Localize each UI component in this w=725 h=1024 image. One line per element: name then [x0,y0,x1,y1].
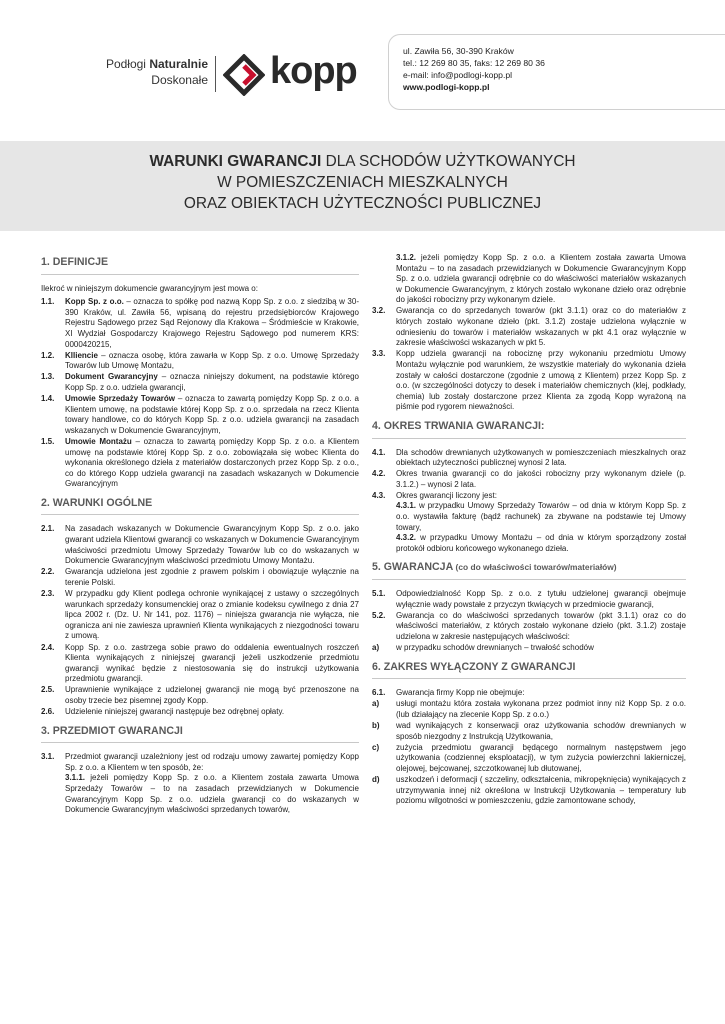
clause-item [372,349,686,413]
contact-box [388,34,725,110]
sub-clause-text: jeżeli pomiędzy Kopp Sp. z o.o. a Klientem została zawarta Umowa Sprzedaży Towarów – to na zasadach przewidzianych w Dokumencie Gwarancyjnym Kopp Sp. z o.o. udziela gwarancji co do wskazanych w Dokumencie Gwarancyjnym właściwości sprzedanych towarów, [65,773,359,815]
title-line2: W POMIESZCZENIACH MIESZKALNYCH [217,174,508,191]
clause-text: uszkodzeń i deformacji ( szczeliny, odkształcenia, mikropęknięcia) wynikających z utrzymywania innej niż określona w Instrukcji Użytkowania – temperatury lub poziomu wilgotności w pomieszczeniu, gdzie zamontowane schody, [396,774,686,806]
term-name: Dokument Gwarancyjny [65,372,158,382]
clause-text: usługi montażu która została wykonana przez podmiot inny niż Kopp Sp. z o.o. (lub działający na zlecenie Kopp Sp. z o.o.) [396,699,686,719]
clause-number: 3.3. [372,349,386,359]
clause-number: c) [372,742,380,752]
heading-main: 5. GWARANCJA [372,561,454,574]
sub-clause-text: w przypadku Umowy Montażu – od dnia w którym sporządzony został protokół odbioru końcowego wykonanego dzieła. [396,533,686,553]
term-name: Umowie Sprzedaży Towarów [65,394,175,404]
left-column [41,253,359,816]
sub-clause [396,533,686,554]
clause-text: wad wynikających z konserwacji oraz użytkowania schodów drewnianych w sposób niezgodny z Instrukcją Użytkowania, [396,720,686,741]
clause-number: 4.2. [372,469,386,479]
heading-sub: (co do właściwości towarów/materiałów) [453,562,617,573]
clause-text: Przedmiot gwarancji uzależniony jest od rodzaju umowy zawartej pomiędzy Kopp Sp. z o.o. a Klientem w ten sposób, że: [65,752,359,772]
clause-item [41,297,359,350]
clause-item [372,589,686,610]
clause-item [372,721,686,742]
title-line3: ORAZ OBIEKTACH UŻYTECZNOŚCI PUBLICZNEJ [183,195,542,212]
section-heading-definitions: 1. DEFINICJE [41,257,359,275]
clause-item [41,437,359,490]
tagline-line2: Doskonałe [151,73,208,87]
clause-item [372,306,686,348]
clause-text: zużycia przedmiotu gwarancji będącego normalnym następstwem jego użytkowania (codziennej eksploatacji), w tym zużycia powierzchni lakierniczej, olejowej, bejcowanej, szczotkowanej lub dłutowanej, [396,742,686,773]
right-column [372,253,686,807]
clause-item [41,372,359,393]
clause-number: a) [372,643,380,652]
clause-number: 1.1. [41,297,55,307]
exclusions-list [372,688,686,807]
definitions-list [41,297,359,490]
contact-phone: tel.: 12 269 80 35, faks: 12 269 80 36 [403,58,545,68]
tagline-part: Podłogi [105,57,150,71]
title-bold: WARUNKI GWARANCJI [149,153,322,170]
clause-number: 2.1. [41,524,55,534]
clause-number: 4.1. [372,447,386,457]
clause-number: 1.3. [41,372,55,382]
clause-item [41,524,359,566]
term-name: Kopp Sp. z o.o. [65,297,124,307]
clause-number: 2.4. [41,642,55,652]
warranty-list [372,589,686,654]
clause-number: 2.2. [41,567,55,577]
contact-address: ul. Zawiła 56, 30-390 Kraków [403,46,514,56]
clause-text: – oznacza to zawartą pomiędzy Kopp Sp. z o.o. a Klientem umowę, na podstawie której Kopp Sp. z o.o. sprzedała na rzecz Klienta towary handlowe, co do których Kopp Sp. z o.o. udziela gwarancji na zasadach wskazanych w Dokumencie Gwarancyjnym, [65,394,359,435]
sub-clause-number: 4.3.1. [396,501,417,511]
clause-item [41,394,359,436]
clause-number: 1.2. [41,350,55,360]
contact-email[interactable]: e-mail: info@podlogi-kopp.pl [403,70,513,80]
clause-text: – oznacza niniejszy dokument, na podstawie którego Kopp Sp. z o.o. udziela gwarancji, [65,372,359,392]
document-title [0,141,725,231]
clause-text: Gwarancja firmy Kopp nie obejmuje: [396,688,525,698]
section-heading-subject: 3. PRZEDMIOT GWARANCJI [41,726,359,744]
general-terms-list [41,524,359,717]
clause-text: – oznacza to spółkę pod nazwą Kopp Sp. z o.o. z siedzibą w 30-390 Kraków, ul. Zawiła 56, wpisaną do rejestru przedsiębiorców Krajowego Rejestru Sądowego przez Sąd Rejonowy dla Krakowa – Śródmieście w Krakowie, XI Wydział Gospodarczy Krajowego Rejestru Sądowego pod numerem KRS: 0000420215, [65,297,359,349]
clause-text: Kopp Sp. z o.o. zastrzega sobie prawo do oddalenia ewentualnych roszczeń Klienta wynikających z niniejszej gwarancji jeżeli uszkodzenie przedmiotu gwarancji wynikać będzie z niestosowania się do instrukcji użytkowania przedmiotu gwarancji. [65,642,359,684]
clause-text: Gwarancja udzielona jest zgodnie z prawem polskim i obowiązuje wyłącznie na terenie Polski. [65,567,359,587]
sub-clause-number: 3.1.1. [65,773,86,783]
clause-item [41,643,359,685]
clause-text: W przypadku gdy Klient podlega ochronie wynikającej z ustawy o szczególnych warunkach sprzedaży konsumenckiej oraz o zmianie kodeksu cywilnego z dnia 27 lipca 2002 r. (Dz. U. Nr 141, poz. 1176) – niniejsza gwarancja nie wyłącza, nie ogranicza ani nie zawiesza uprawnień Klienta wynikających z niezgodności towaru z umową. [65,589,359,641]
clause-text: Gwarancja co do właściwości sprzedanych towarów (pkt 3.1.1) oraz co do właściwości materiałów, z których zostało wykonane dzieło (pkt. 3.1.2) zostaje udzielona w zakresie następujących właściwości: [396,610,686,641]
sub-clause [396,501,686,533]
term-name: Umowie Montażu [65,436,132,446]
clause-number: a) [372,699,380,709]
clause-number: 1.4. [41,394,55,404]
clause-item [372,611,686,643]
term-name: Klliencie [65,350,98,360]
clause-item [372,448,686,469]
clause-text: – oznacza osobę, która zawarła w Kopp Sp. z o.o. Umowę Sprzedaży Towarów lub Umowę Montażu, [65,350,359,371]
sub-clause-text: jeżeli pomiędzy Kopp Sp. z o.o. a Klientem została zawarta Umowa Montażu – to na zasadach przewidzianych w Dokumencie Gwarancyjnym Kopp Sp. z o.o. udziela gwarancji odrębnie co do właściwości materiałów wskazanych w Dokumencie Gwarancyjnym, z których zostało wykonane dzieło oraz odrębnie do jakości robocizny przy wykonanym dziele. [396,253,686,305]
section-heading-general-terms: 2. WARUNKI OGÓLNE [41,498,359,516]
clause-text: Gwarancja co do sprzedanych towarów (pkt 3.1.1) oraz co do materiałów z których zostało wykonane dzieło (pkt. 3.1.2) zostaje udzielona wyłącznie w odniesieniu do towarów i materiałów wskazanych w pkt 4.1 oraz wyłącznie w zakresie właściwości wskazanych w pkt 5. [396,306,686,348]
clause-text: Udzielenie niniejszej gwarancji następuje bez odrębnej opłaty. [65,707,285,717]
duration-list [372,448,686,491]
clause-text: Uprawnienie wynikające z udzielonej gwarancji nie mogą być przenoszone na osoby trzecie bez pisemnej zgody Kopp. [65,685,359,705]
clause-item [41,707,359,718]
sub-clause-text: w przypadku Umowy Sprzedaży Towarów – od dnia w którym Kopp Sp. z o.o. wystawiła fakturę (bądź rachunek) za zbywane na podstawie tej Umowy towary, [396,501,686,532]
clause-number: 5.2. [372,610,386,620]
clause-item [41,589,359,642]
clause-text: Kopp udziela gwarancji na robociznę przy wykonaniu przedmiotu Umowy Montażu wyłącznie pod warunkiem, że wszystkie materiały do wykonania dzieła zostały w całości dostarczone (zgodnie z umową z Klientem) przez Kopp Sp. z o.o. (w szczególności dotyczy to desek i materiałów chemicznych (klej, podkłady, chemia) lub zostały dostarczone przez Klienta za zgodą Kopp wyrażoną na piśmie pod rygorem nieważności. [396,349,686,412]
brand-name: kopp [270,50,357,92]
brand-logo-block [90,52,360,98]
clause-number: 3.2. [372,306,386,316]
clause-number: b) [372,720,380,730]
tagline-bold: Naturalnie [149,57,208,71]
clause-number: 5.1. [372,589,386,599]
clause-item [41,567,359,588]
sub-clause-number: 4.3.2. [396,533,417,543]
clause-text: – oznacza to zawartą pomiędzy Kopp Sp. z o.o. a Klientem umowę na podstawie której Kopp Sp. z o.o. zobowiązała się wobec Klienta do wykonania określonego dzieła z materiałów dostarczonych przez Kopp Sp. z o.o., co do którego Kopp udziela gwarancji na zasadach wskazanych w Dokumencie Gwarancyjnym [65,436,359,489]
clause-item [41,752,359,816]
contact-website[interactable]: www.podlogi-kopp.pl [403,82,490,92]
sub-clause [396,253,686,306]
clause-item [372,775,686,807]
definitions-intro: Ilekroć w niniejszym dokumencie gwarancyjnym jest mowa o: [41,283,258,293]
clause-text: w przypadku schodów drewnianych – trwałość schodów [396,643,594,652]
clause-item [41,351,359,372]
sub-clause-continued [372,253,686,306]
clause-number: 1.5. [41,436,55,446]
brand-divider [215,56,216,92]
clause-text: Odpowiedzialność Kopp Sp. z o.o. z tytułu udzielonej gwarancji obejmuje wyłącznie wady powstałe z przyczyn tkwiących w przedmiocie gwarancji, [396,589,686,609]
clause-item [41,685,359,706]
clause-number: d) [372,774,380,784]
sub-clause [65,773,359,815]
clause-text: Okres trwania gwarancji co do jakości robocizny przy wykonanym dziele (p. 3.1.2.) – wynosi 2 lata. [396,469,686,489]
clause-text: Okres gwarancji liczony jest: [396,490,497,500]
clause-number: 2.6. [41,707,55,717]
clause-item [372,699,686,720]
subject-list [372,306,686,412]
clause-number: 6.1. [372,688,386,698]
clause-number: 2.5. [41,685,55,695]
clause-number: 2.3. [41,589,55,599]
section-heading-duration: 4. OKRES TRWANIA GWARANCJI: [372,421,686,439]
clause-number: 4.3. [372,490,386,500]
clause-item [372,469,686,490]
kopp-diamond-logo-icon [223,54,265,96]
clause-number: 3.1. [41,752,55,762]
sub-clause-number: 3.1.2. [396,253,417,262]
clause-item [372,688,686,699]
clause-item [372,743,686,775]
brand-tagline [106,56,208,88]
clause-text: Dla schodów drewnianych użytkowanych w pomieszczeniach mieszkalnych oraz obiektach użyteczności publicznej wynosi 2 lata. [396,447,686,468]
section-heading-exclusions: 6. ZAKRES WYŁĄCZONY Z GWARANCJI [372,662,686,680]
clause-item [372,491,686,555]
section-heading-warranty [372,562,686,580]
clause-text: Na zasadach wskazanych w Dokumencie Gwarancyjnym Kopp Sp. z o.o. jako gwarant udziela Klientowi gwarancji co wskazanych w Dokumencie Gwarancyjnym właściwości przedmiotu Umowy Sprzedaży Towarów lub co do wskazanych w Dokumencie Gwarancyjnym właściwości przedmiotu Umowy Montażu. [65,524,359,566]
clause-item [372,643,686,654]
title-line1-rest: DLA SCHODÓW UŻYTKOWANYCH [321,153,576,170]
